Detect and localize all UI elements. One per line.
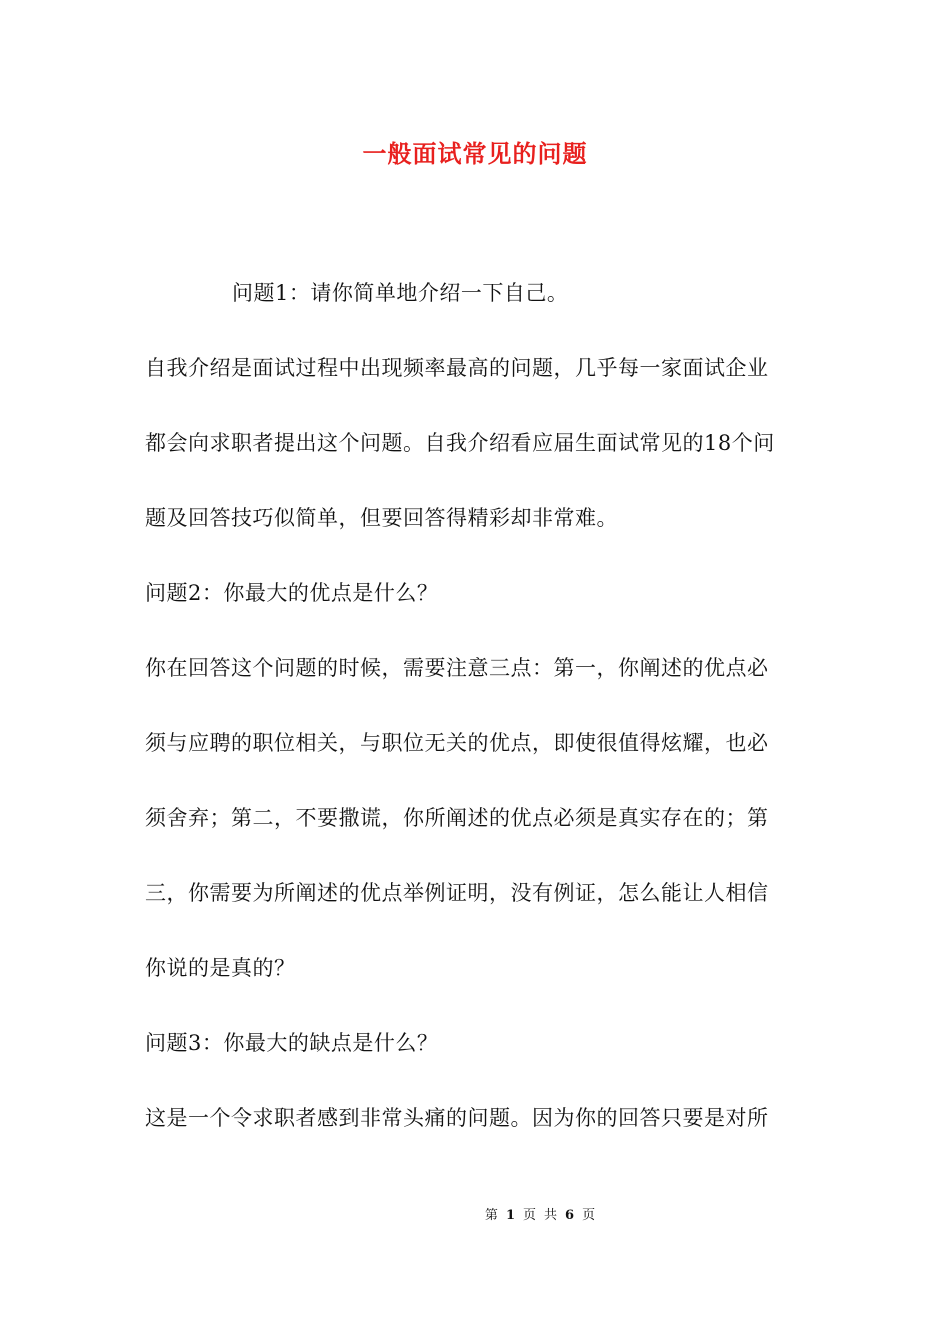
paragraph-line: 自我介绍是面试过程中出现频率最高的问题，几乎每一家面试企业	[145, 356, 769, 380]
footer-suffix: 页	[582, 1208, 596, 1223]
paragraph-line: 都会向求职者提出这个问题。自我介绍看应届生面试常见的18个问	[145, 431, 775, 455]
footer-prefix: 第	[484, 1208, 498, 1223]
paragraph-line: 三，你需要为所阐述的优点举例证明，没有例证，怎么能让人相信	[145, 881, 769, 905]
paragraph-line: 你在回答这个问题的时候，需要注意三点：第一，你阐述的优点必	[145, 656, 769, 680]
paragraph-line: 这是一个令求职者感到非常头痛的问题。因为你的回答只要是对所	[145, 1106, 769, 1130]
footer-page-word: 页	[522, 1208, 536, 1223]
question-2-heading: 问题2：你最大的优点是什么？	[145, 581, 439, 605]
page-footer	[0, 1207, 950, 1225]
document-title: 一般面试常见的问题	[362, 139, 588, 168]
paragraph-line: 须舍弃；第二，不要撒谎，你所阐述的优点必须是真实存在的；第	[145, 806, 769, 830]
paragraph-line: 题及回答技巧似简单，但要回答得精彩却非常难。	[145, 506, 618, 530]
question-3-heading: 问题3：你最大的缺点是什么？	[145, 1031, 439, 1055]
paragraph-line: 你说的是真的？	[145, 956, 296, 980]
paragraph-line: 须与应聘的职位相关，与职位无关的优点，即使很值得炫耀，也必	[145, 731, 769, 755]
footer-total-pages: 6	[565, 1208, 575, 1223]
footer-current-page: 1	[505, 1208, 515, 1223]
question-1-heading: 问题1：请你简单地介绍一下自己。	[232, 281, 569, 305]
footer-total-word: 共	[544, 1208, 558, 1223]
